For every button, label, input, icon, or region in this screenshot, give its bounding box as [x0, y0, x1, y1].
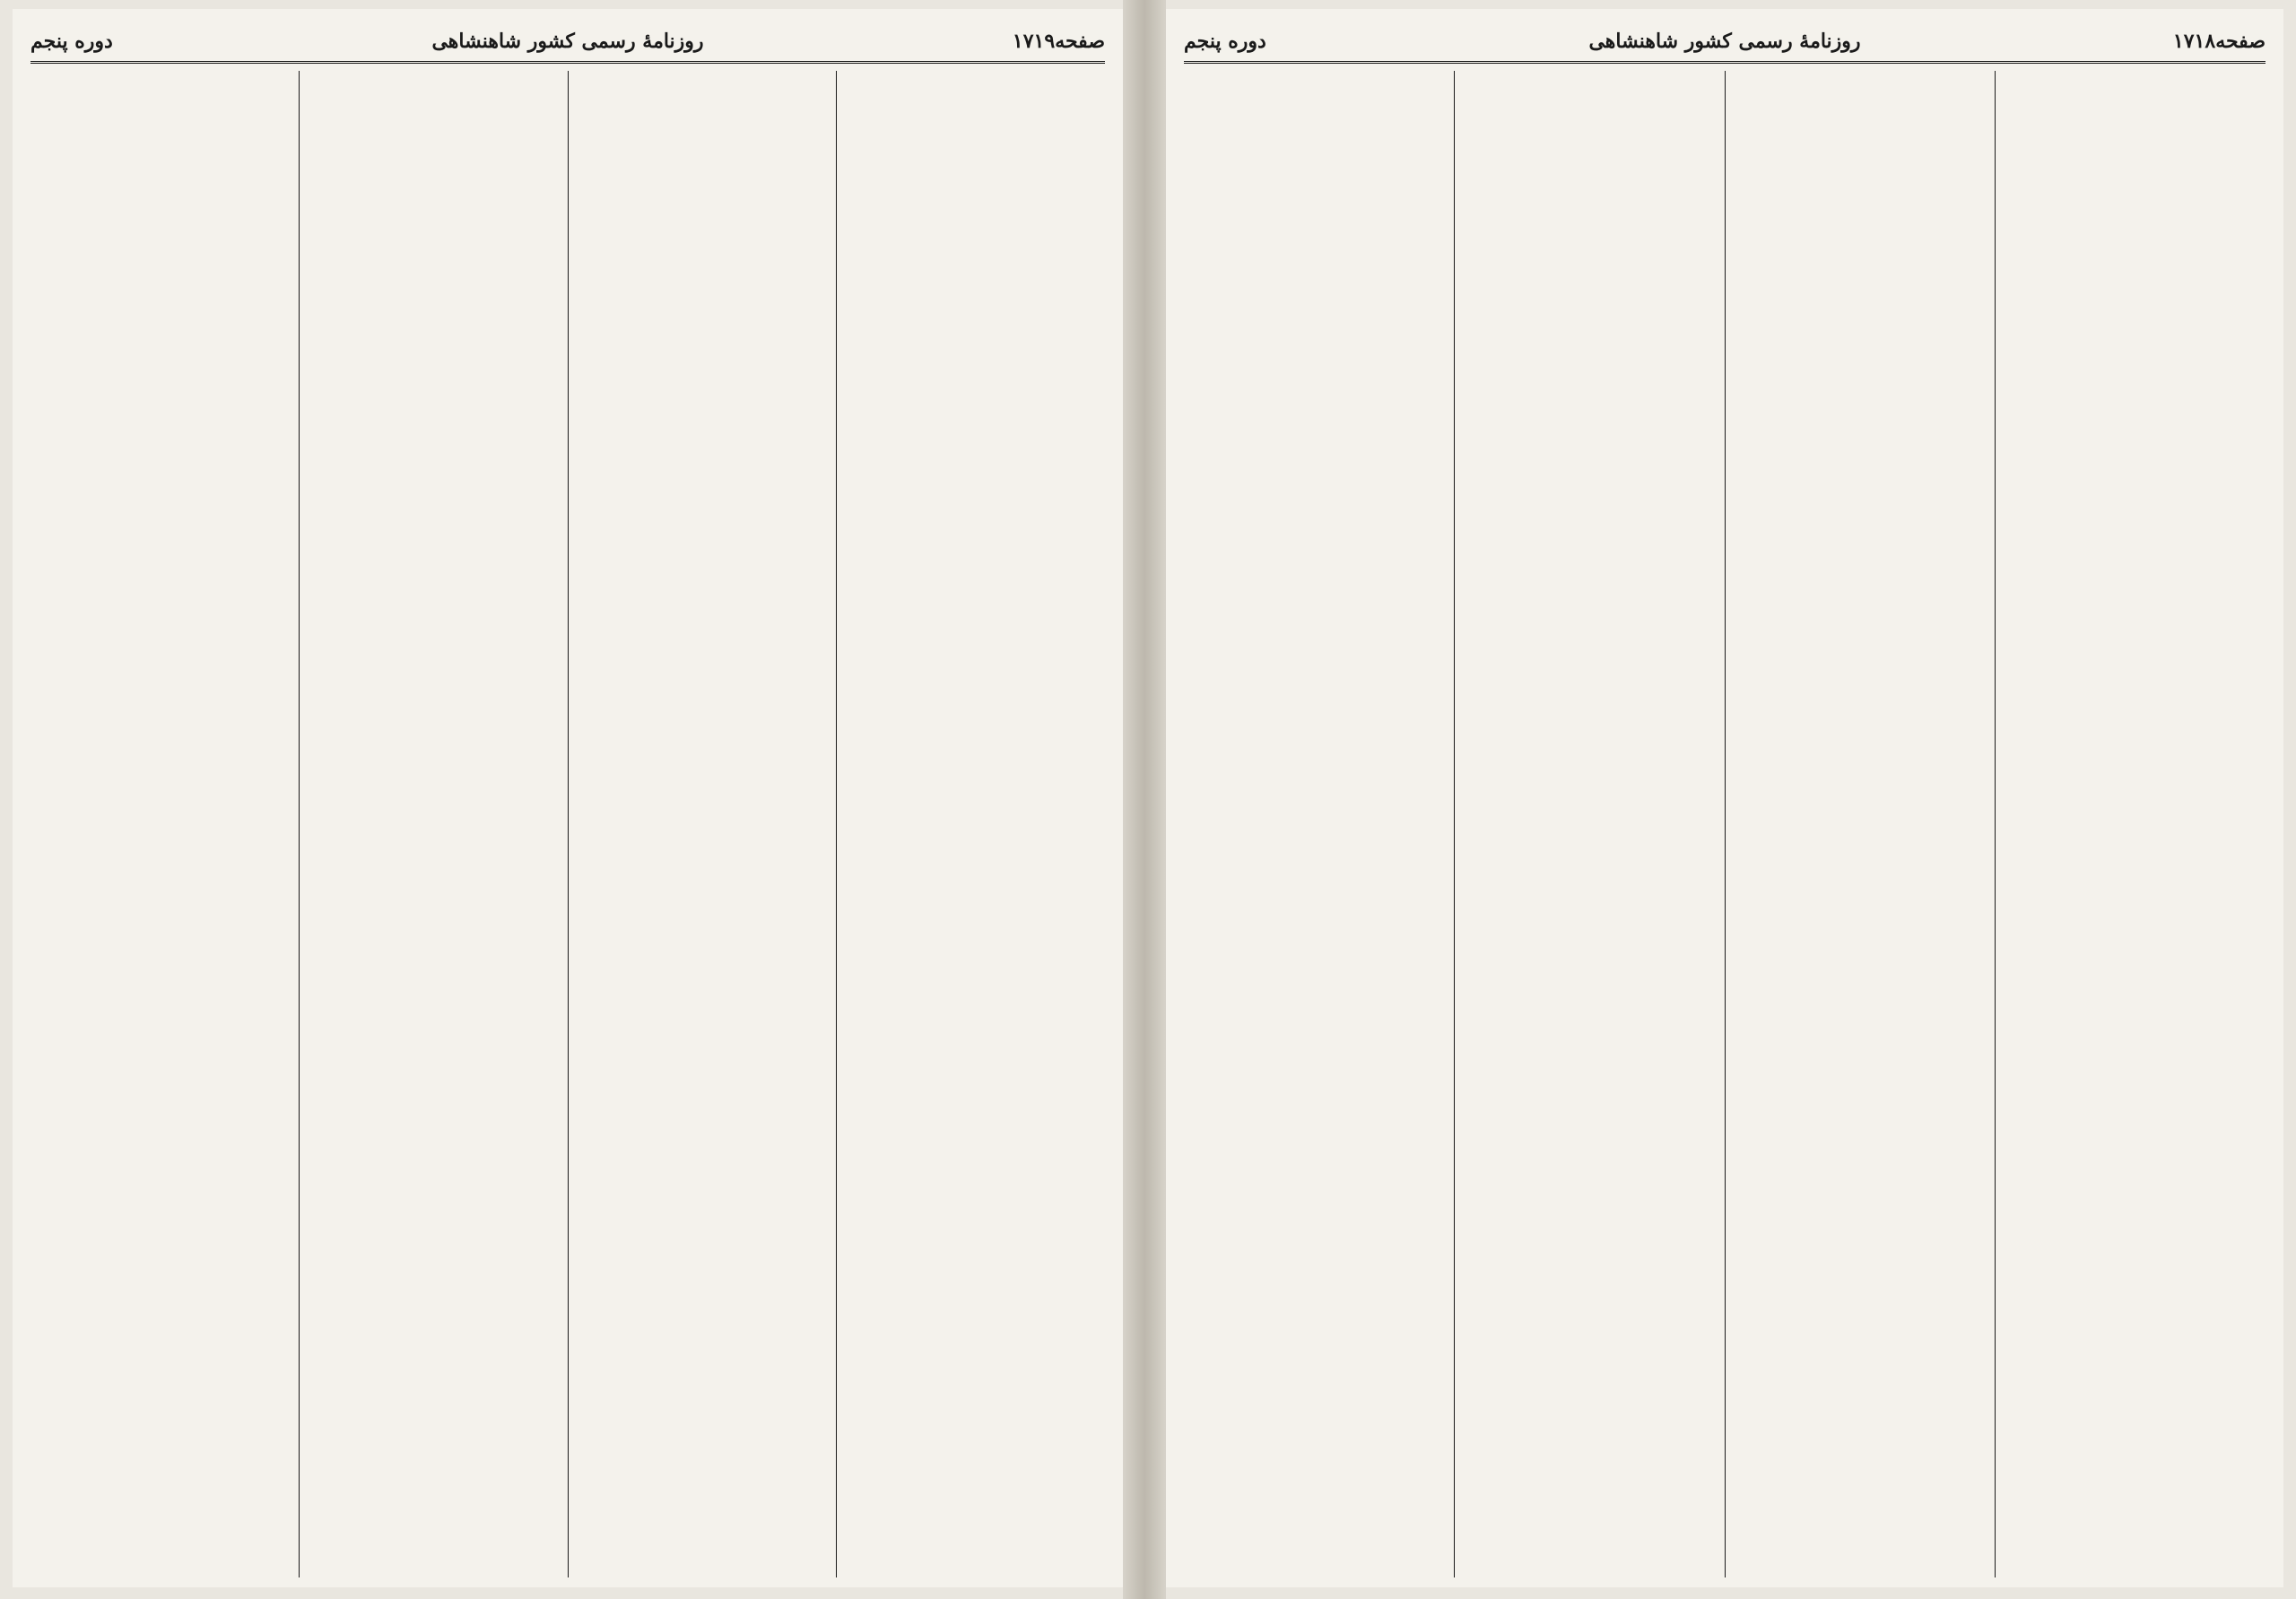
- left-page-columns: [30, 71, 1105, 1577]
- right-page-columns: [1184, 71, 2266, 1577]
- left-column-4: [30, 71, 299, 1577]
- right-column-1: [1996, 71, 2266, 1577]
- page-gutter: [1123, 0, 1166, 1599]
- right-page-masthead: [1184, 22, 2266, 64]
- left-page-masthead: [30, 22, 1105, 64]
- left-page-masthead-title: روزنامهٔ رسمی کشور شاهنشاهی: [431, 30, 704, 53]
- left-page-number: صفحه۱۷۱۹: [1012, 30, 1105, 53]
- right-page-masthead-title: روزنامهٔ رسمی کشور شاهنشاهی: [1588, 30, 1861, 53]
- right-page: [1166, 9, 2283, 1587]
- left-column-3: [300, 71, 568, 1577]
- right-page-number: صفحه۱۷۱۸: [2172, 30, 2266, 53]
- right-column-4: [1184, 71, 1454, 1577]
- right-column-2: [1726, 71, 1996, 1577]
- right-column-3: [1455, 71, 1725, 1577]
- left-page-term: دوره پنجم: [30, 30, 113, 53]
- left-column-2: [569, 71, 837, 1577]
- left-column-1: [837, 71, 1105, 1577]
- right-page-term: دوره پنجم: [1184, 30, 1266, 53]
- left-page: [13, 9, 1123, 1587]
